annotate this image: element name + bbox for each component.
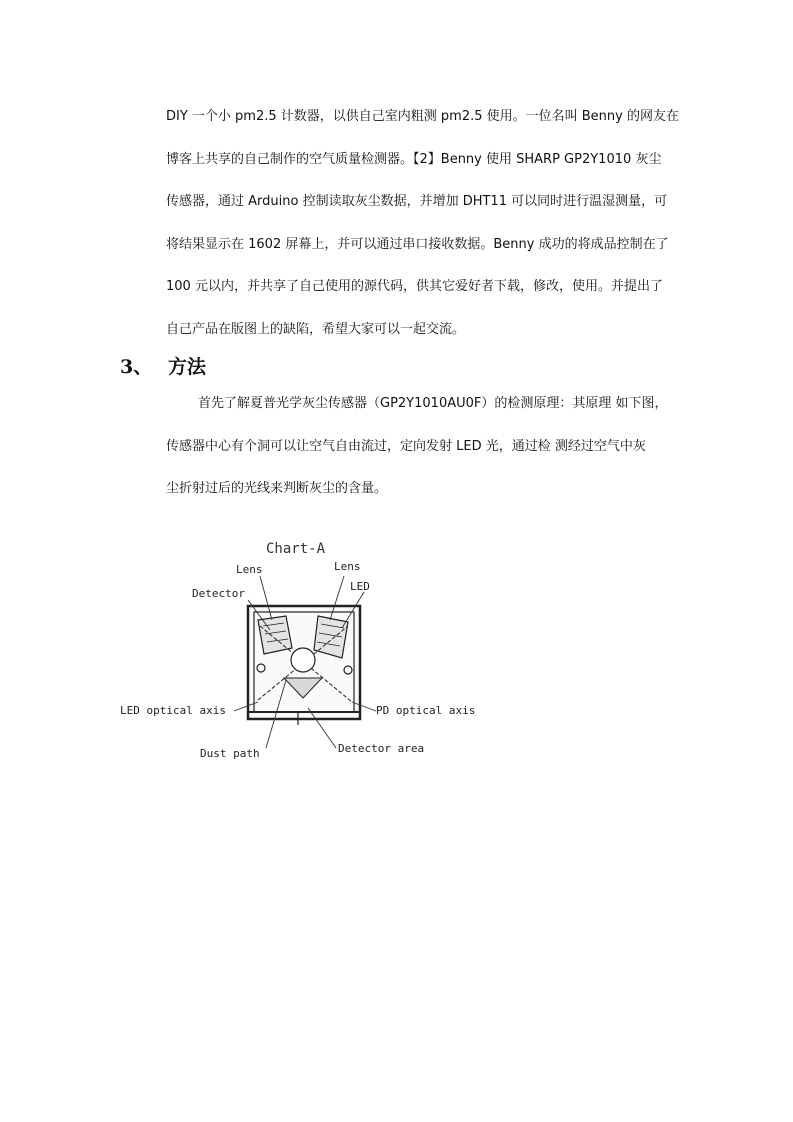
intro-line: 传感器，通过 Arduino 控制读取灰尘数据，并增加 DHT11 可以同时进行温湿测量，可 <box>166 194 668 209</box>
method-line: 尘折射过后的光线来判断灰尘的含量。 <box>166 481 388 496</box>
label-led: LED <box>350 580 370 593</box>
sensor-body <box>248 606 360 725</box>
dust-hole <box>291 648 315 672</box>
label-lens-right: Lens <box>334 560 361 573</box>
intro-line: DIY 一个小 pm2.5 计数器，以供自己室内粗测 pm2.5 使用。一位名叫 Benny 的网友在 <box>166 109 679 124</box>
label-pd-optical-axis: PD optical axis <box>376 704 476 717</box>
label-led-optical-axis: LED optical axis <box>120 704 226 717</box>
sensor-diagram-svg <box>108 530 508 780</box>
intro-line: 博客上共享的自己制作的空气质量检测器。【2】Benny 使用 SHARP GP2Y1010 灰尘 <box>166 151 662 167</box>
label-lens-left: Lens <box>236 563 263 576</box>
label-detector-area: Detector area <box>338 742 425 755</box>
sensor-diagram <box>108 530 508 780</box>
method-line: 首先了解夏普光学灰尘传感器（GP2Y1010AU0F）的检测原理：其原理 如下图， <box>198 396 668 411</box>
chart-title: Chart-A <box>266 541 326 557</box>
label-dust-path: Dust path <box>200 747 260 760</box>
method-line: 传感器中心有个洞可以让空气自由流过，定向发射 LED 光，通过检 测经过空气中灰 <box>166 438 646 454</box>
section-title: 方法 <box>168 356 207 378</box>
label-detector: Detector <box>192 587 245 600</box>
intro-paragraph <box>166 96 679 351</box>
intro-line: 将结果显示在 1602 屏幕上，并可以通过串口接收数据。Benny 成功的将成品控制在了 <box>166 236 669 252</box>
intro-line: 100 元以内，并共享了自己使用的源代码，供其它爱好者下载，修改，使用。并提出了 <box>166 279 663 294</box>
method-paragraph <box>166 383 676 511</box>
section-number: 3、 <box>120 356 153 378</box>
section-heading <box>120 352 206 379</box>
intro-line: 自己产品在版图上的缺陷，希望大家可以一起交流。 <box>166 321 466 337</box>
